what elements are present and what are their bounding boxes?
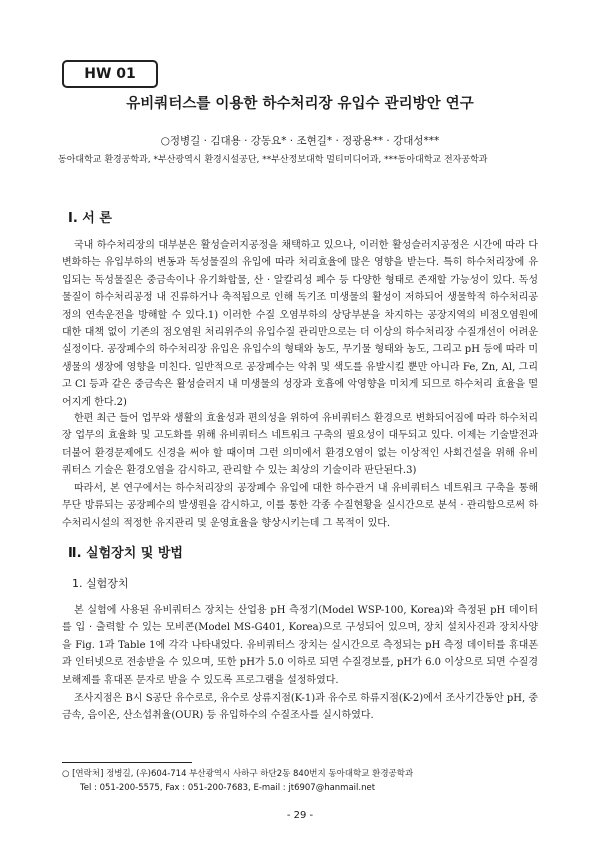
paper-title: 유비쿼터스를 이용한 하수처리장 유입수 관리방안 연구 — [126, 96, 474, 112]
author-list: ○정병길 · 김대용 · 강동요* · 조현길* · 정광용** · 강대성*** — [160, 135, 440, 147]
intro-paragraph-1: 국내 하수처리장의 대부분은 활성슬러지공정을 채택하고 있으나, 이러한 활성슬러지공정은 시간에 따라 다변화하는 유입부하의 변동과 독성물질의 유입에 따라 처리효율에 많은 영향을 받는다. 특히 하수처리장에 유입되는 독성물질은 중금속이나 유기화합물, 산 · 알칼리성 폐수 등 다양한 형태로 존재할 가능성이 있다. 독성물질이 하수처리공정 내 진류하거나 축적됨으로 인해 독기조 미생물의 활성이 저하되어 생물학적 하수처리공정의 연속운전을 방해할 수 있다.1) 이러한 수질 오염부하의 상당부분을 차지하는 공장지역의 비점오염원에 대한 대책 없이 기존의 점오염원 처리위주의 유입수질 관리만으로는 더 이상의 하수처리장 수질개선이 어려운 실정이다. 공장폐수의 하수처리장 유입은 유입수의 형태와 농도, 무기물 형태와 농도, 그리고 pH 등에 따라 미생물의 생장에 영향을 미친다. 일반적으로 공장폐수는 악취 및 색도를 유발시킬 뿐만 아니라 Fe, Zn, Al, 그리고 Cl 등과 같은 중금속은 활성슬러지 내 미생물의 성장과 호흡에 악영향을 미치게 되므로 하수처리 효율을 떨어지게 한다.2) — [62, 240, 538, 408]
affiliations: 동아대학교 환경공학과, *부산광역시 환경시설공단, **부산정보대학 멀티미디어과, ***동아대학교 전자공학과 — [58, 155, 488, 165]
methods-paragraph-2: 조사지점은 B시 S공단 유수로로, 유수로 상류지점(K-1)과 유수로 하류지점(K-2)에서 조사기간동안 pH, 중금속, 음이온, 산소섭취율(OUR) 등 유입하수의 수질조사를 실시하였다. — [62, 693, 538, 722]
footnote-divider — [62, 762, 192, 763]
intro-paragraph-3: 따라서, 본 연구에서는 하수처리장의 공장폐수 유입에 대한 하수관거 내 유비쿼터스 네트워크 구축을 통해 무단 방류되는 공장폐수의 발생원을 감시하고, 이를 통한 각종 수질현황을 실시간으로 분석 · 관리함으로써 하수처리시설의 적정한 유지관리 및 운영효율을 향상시키는데 그 목적이 있다. — [62, 483, 538, 529]
subsection-heading-apparatus: 1. 실험장치 — [72, 577, 129, 590]
methods-paragraph-1: 본 실험에 사용된 유비쿼터스 장치는 산업용 pH 측정기(Model WSP-100, Korea)와 측정된 pH 데이터를 입 · 출력할 수 있는 모비콘(Model MS-G401, Korea)으로 구성되어 있으며, 장치 설치사진과 장치사양을 Fig. 1과 Table 1에 각각 나타내었다. 유비쿼터스 장치는 실시간으로 측정되는 pH 측정 데이터를 휴대폰과 인터넷으로 전송받을 수 있으며, 또한 pH가 5.0 이하로 되면 수질경보를, pH가 6.0 이상으로 되면 수질경보해제를 휴대폰 문자로 받을 수 있도록 프로그램을 설정하였다. — [62, 605, 538, 686]
intro-paragraph-2: 한편 최근 들어 업무와 생활의 효율성과 편의성을 위하여 유비쿼터스 환경으로 변화되어짐에 따라 하수처리장 업무의 효율화 및 고도화를 위해 유비쿼터스 네트워크 구축의 필요성이 대두되고 있다. 이제는 기술발전과 더불어 환경문제에도 신경을 써야 할 때이며 그런 의미에서 환경오염이 없는 이상적인 사회건설을 위해 유비쿼터스 기술은 환경오염을 감시하고, 관리할 수 있는 최상의 기술이라 판단된다.3) — [62, 413, 538, 477]
page-number: - 29 - — [286, 810, 314, 821]
section-heading-introduction: Ⅰ. 서 론 — [68, 211, 112, 226]
contact-footnote: ○ [연락처] 정병길, (우)604-714 부산광역시 사하구 하단2동 840번지 동아대학교 환경공학과 — [62, 769, 414, 779]
session-badge: HW 01 — [62, 60, 158, 88]
contact-details: Tel : 051-200-5575, Fax : 051-200-7683, E-mail : jt6907@hanmail.net — [80, 783, 376, 793]
section-heading-methods: Ⅱ. 실험장치 및 방법 — [68, 546, 183, 561]
